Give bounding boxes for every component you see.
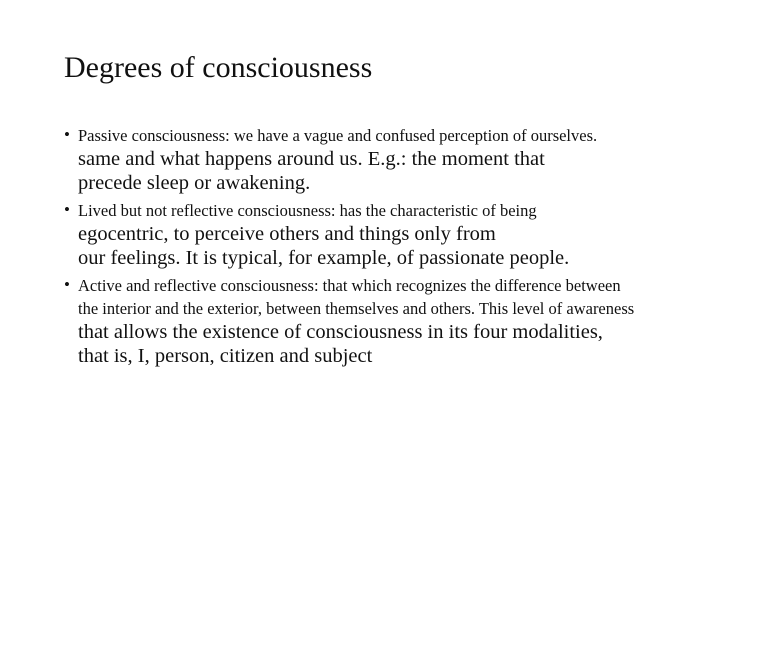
bullet-item-passive: [64, 124, 704, 195]
bullet-line: that is, I, person, citizen and subject: [78, 345, 373, 367]
bullet-line: precede sleep or awakening.: [78, 172, 311, 194]
slide-title: Degrees of consciousness: [64, 51, 373, 84]
bullet-icon: •: [64, 200, 70, 219]
bullet-line: Lived but not reflective consciousness: has the characteristic of being: [78, 201, 537, 220]
bullet-line: Active and reflective consciousness: that which recognizes the difference between: [78, 276, 621, 295]
bullet-line: egocentric, to perceive others and things only from: [78, 223, 496, 245]
bullet-line: our feelings. It is typical, for example, of passionate people.: [78, 247, 570, 269]
bullet-item-lived: [64, 199, 704, 270]
bullet-line: Passive consciousness: we have a vague and confused perception of ourselves.: [78, 126, 598, 145]
bullet-icon: •: [64, 125, 70, 144]
bullet-line: that allows the existence of consciousness in its four modalities,: [78, 321, 603, 343]
bullet-line: same and what happens around us. E.g.: the moment that: [78, 148, 545, 170]
bullet-item-active: [64, 274, 704, 368]
bullet-line: the interior and the exterior, between themselves and others. This level of awareness: [78, 299, 635, 318]
bullet-icon: •: [64, 275, 70, 294]
bullet-list: [64, 124, 704, 372]
